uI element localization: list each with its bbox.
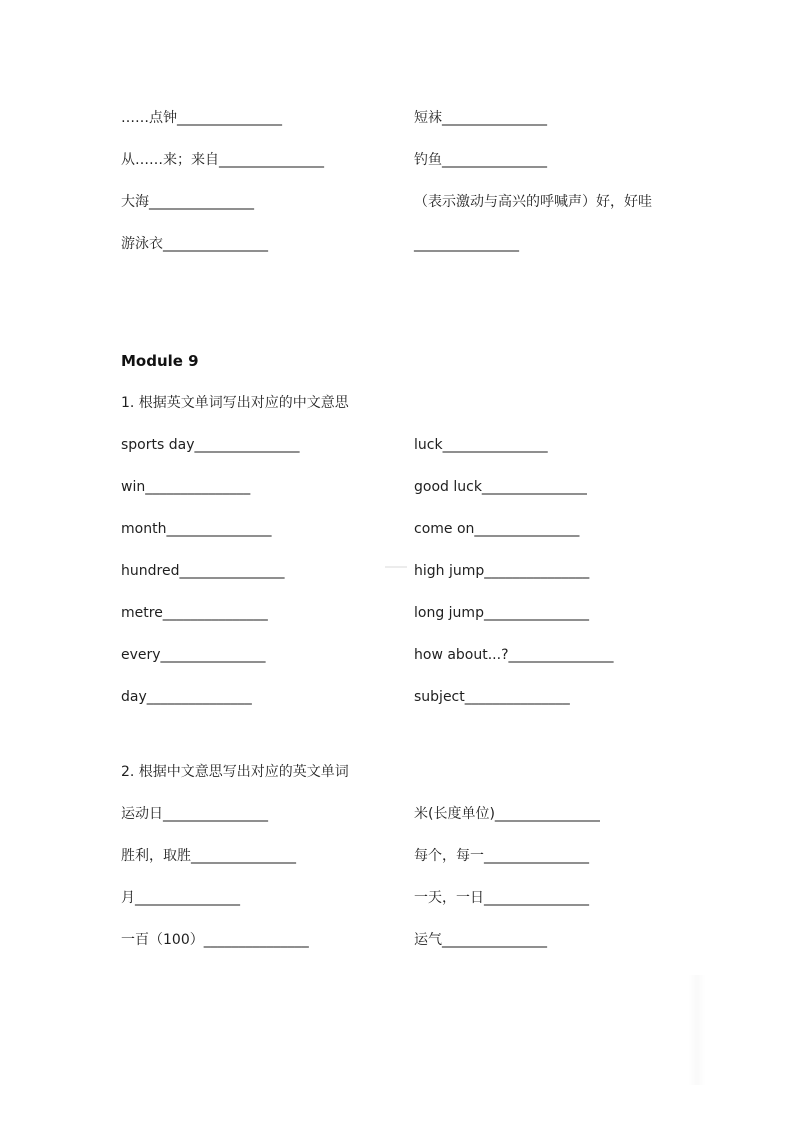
- vocab-item: 钓鱼_______________: [414, 152, 547, 168]
- vocab-row: [121, 149, 741, 171]
- scan-mark: [385, 566, 407, 568]
- vocab-item: 大海_______________: [121, 194, 254, 210]
- vocab-item: high jump_______________: [414, 563, 590, 579]
- vocab-item: ……点钟_______________: [121, 110, 282, 126]
- section-2-title: 2. 根据中文意思写出对应的英文单词: [121, 764, 349, 780]
- vocab-row: [121, 560, 741, 582]
- vocab-item: luck_______________: [414, 437, 548, 453]
- vocab-item: month_______________: [121, 521, 272, 537]
- vocab-item: come on_______________: [414, 521, 580, 537]
- module-title: Module 9: [121, 352, 199, 370]
- vocab-item: _______________: [414, 236, 519, 252]
- vocab-row: [121, 644, 741, 666]
- vocab-row: [121, 191, 741, 213]
- vocab-item: subject_______________: [414, 689, 570, 705]
- vocab-item: 从……来；来自_______________: [121, 152, 324, 168]
- scan-shadow: [688, 975, 706, 1085]
- vocab-row: [121, 434, 741, 456]
- vocab-row: [121, 803, 741, 825]
- vocab-item: 一百（100）_______________: [121, 932, 309, 948]
- vocab-item: 游泳衣_______________: [121, 236, 268, 252]
- vocab-item: metre_______________: [121, 605, 268, 621]
- vocab-row: [121, 686, 741, 708]
- vocab-row: [121, 602, 741, 624]
- vocab-item: every_______________: [121, 647, 266, 663]
- vocab-item: hundred_______________: [121, 563, 285, 579]
- vocab-item: 月_______________: [121, 890, 240, 906]
- vocab-item: （表示激动与高兴的呼喊声）好，好哇: [414, 194, 652, 210]
- vocab-item: win_______________: [121, 479, 251, 495]
- vocab-item: 运气_______________: [414, 932, 547, 948]
- vocab-item: good luck_______________: [414, 479, 587, 495]
- vocab-item: 每个，每一_______________: [414, 848, 589, 864]
- vocab-row: [121, 518, 741, 540]
- section-1-title: 1. 根据英文单词写出对应的中文意思: [121, 395, 349, 411]
- vocab-item: long jump_______________: [414, 605, 589, 621]
- vocab-item: 短袜_______________: [414, 110, 547, 126]
- vocab-row: [121, 887, 741, 909]
- vocab-item: sports day_______________: [121, 437, 300, 453]
- vocab-item: 一天，一日_______________: [414, 890, 589, 906]
- vocab-row: [121, 929, 741, 951]
- vocab-item: 米(长度单位)_______________: [414, 806, 600, 822]
- vocab-row: [121, 233, 741, 255]
- vocab-row: [121, 476, 741, 498]
- vocab-row: [121, 107, 741, 129]
- vocab-item: 运动日_______________: [121, 806, 268, 822]
- vocab-item: 胜利，取胜_______________: [121, 848, 296, 864]
- vocab-row: [121, 845, 741, 867]
- vocab-item: day_______________: [121, 689, 252, 705]
- vocab-item: how about...?_______________: [414, 647, 614, 663]
